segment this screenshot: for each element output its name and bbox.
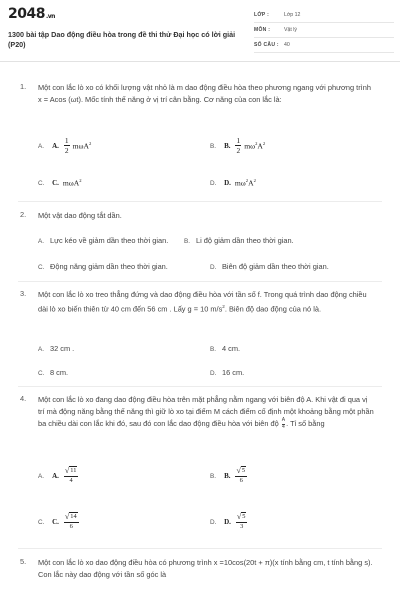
fraction-denominator: 4 (69, 477, 73, 484)
document-meta (254, 8, 394, 53)
formula-expr: A (257, 141, 263, 151)
formula-label: D. (224, 517, 231, 526)
option-letter: D. (210, 370, 217, 377)
formula-label: C. (52, 517, 59, 526)
option-letter: C. (38, 370, 45, 377)
unit-exponent: 2 (222, 304, 225, 310)
meta-value: Vật lý (284, 27, 297, 33)
meta-row-count (254, 38, 394, 53)
meta-label: LỚP : (254, 12, 270, 18)
option-text: Động năng giảm dần theo thời gian. (50, 262, 168, 271)
question-text-part: . Biên độ dao động của nó là. (224, 304, 321, 314)
formula-exponent: 2 (88, 140, 92, 146)
option-1d[interactable] (210, 178, 256, 188)
formula-label: D. (224, 179, 231, 187)
sqrt-symbol: √ 14 (64, 512, 77, 521)
formula-expr: mω (244, 141, 256, 151)
formula-exponent: 2 (253, 178, 256, 184)
inline-fraction (282, 418, 285, 430)
option-text: 32 cm . (50, 344, 75, 353)
radicand: 11 (70, 467, 77, 474)
option-1c[interactable] (38, 178, 82, 188)
option-letter: C. (38, 518, 45, 526)
formula-label: C. (52, 179, 59, 187)
fraction-numerator (64, 512, 79, 523)
option-letter: C. (38, 180, 45, 187)
fraction-denominator: 4 (282, 423, 285, 430)
fraction (64, 466, 79, 485)
option-letter: A. (38, 238, 45, 245)
formula-exponent: 2 (79, 178, 82, 184)
meta-row-subject (254, 23, 394, 38)
logo-suffix: .vn (45, 13, 55, 20)
option-formula (52, 178, 82, 188)
option-text: Lực kéo về giảm dần theo thời gian. (50, 236, 169, 245)
meta-label: MÔN : (254, 27, 271, 33)
option-3b[interactable] (210, 344, 240, 353)
option-3c[interactable] (38, 368, 68, 377)
question-number: 3. (20, 289, 27, 298)
option-4a[interactable] (38, 466, 79, 485)
fraction-numerator: A (281, 417, 286, 424)
formula-exponent: 2 (262, 140, 266, 146)
meta-row-class (254, 8, 394, 23)
logo-text: 2048 (8, 6, 45, 22)
option-4d[interactable] (210, 512, 248, 531)
option-text: 8 cm. (50, 368, 69, 377)
fraction (64, 136, 70, 155)
fraction-numerator (236, 512, 248, 523)
question-divider (18, 548, 382, 549)
option-text: Li độ giảm dần theo thời gian. (196, 236, 294, 245)
question-text-part: Một con lắc lò xo đang dao động điều hòa trên mặt phẳng nằm ngang với biên độ A. Khi vật đi qua vị trí mà động năng bằng thế năng thì giữ lò xo tại điểm M cách điểm cố định một khoảng bằng một phần ba chiều dài con lắc khi đó, sau đó con lắc dao động điều hòa với biên độ (38, 395, 374, 429)
question-number: 1. (20, 82, 27, 91)
meta-value: 40 (284, 42, 290, 48)
question-text-part: . Tỉ số bằng (286, 419, 325, 429)
fraction (64, 512, 79, 531)
document-header (0, 0, 400, 62)
option-text: 16 cm. (222, 368, 245, 377)
question-text: Một con lắc lò xo dao động điều hòa có phương trình x =10cos(20t + π)(x tính bằng cm, t tính bằng s). Con lắc này dao động với tần số góc là (38, 558, 373, 580)
option-letter: B. (184, 238, 191, 245)
fraction-numerator: 1 (64, 136, 69, 145)
question-divider (18, 386, 382, 387)
question-number: 2. (20, 210, 27, 219)
option-1a[interactable] (38, 136, 91, 155)
fraction-denominator: 6 (69, 523, 73, 530)
fraction-denominator: 2 (64, 146, 69, 155)
option-1b[interactable] (210, 136, 265, 155)
question-divider (18, 281, 382, 282)
sqrt-symbol: √ 11 (64, 466, 77, 475)
option-2b[interactable] (184, 236, 294, 245)
question-text: Một con lắc lò xo có khối lượng vật nhỏ là m dao động điều hòa theo phương ngang với phương trình x = Acos (ωt). Mốc tính thế năng ở vị trí cân bằng. Cơ năng của con lắc là: (38, 83, 371, 105)
radicand: 14 (70, 513, 77, 520)
radicand: 5 (241, 467, 246, 474)
option-3a[interactable] (38, 344, 74, 353)
option-2c[interactable] (38, 262, 168, 271)
formula-label: B. (224, 141, 231, 150)
site-logo[interactable] (8, 6, 55, 22)
option-3d[interactable] (210, 368, 244, 377)
option-4c[interactable] (38, 512, 80, 531)
radicand: 5 (242, 513, 246, 520)
option-letter: A. (38, 472, 45, 480)
fraction (235, 136, 241, 155)
formula-exponent: 2 (255, 140, 258, 146)
document-title: 1300 bài tập Dao động điều hòa trong đề thi thử Đại học có lời giải (P20) (8, 30, 236, 49)
question-divider (18, 201, 382, 202)
formula-label: A. (52, 141, 59, 150)
formula-expr: A (248, 178, 254, 188)
formula-expr: mω (234, 178, 246, 188)
option-letter: D. (210, 518, 217, 526)
fraction-numerator (64, 466, 79, 477)
formula-label: B. (224, 471, 231, 480)
meta-label: SỐ CÂU : (254, 42, 279, 48)
formula-label: A. (52, 471, 59, 480)
fraction-numerator: 1 (236, 136, 241, 145)
question-text-part: Một con lắc lò xo treo thẳng đứng và dao động điều hòa với tần số f. Trong quá trình dao động chiều dài lò xo biến thiên từ 40 cm đến 56 cm . Lấy g = 10 m/s (38, 290, 367, 314)
fraction-numerator (235, 466, 247, 477)
formula-expr: mωA (62, 178, 80, 188)
sqrt-symbol: √ 5 (236, 512, 246, 521)
option-2d[interactable] (210, 262, 329, 271)
option-letter: D. (210, 180, 217, 187)
question-number: 4. (20, 394, 27, 403)
option-letter: A. (38, 346, 45, 353)
option-4b[interactable] (210, 466, 248, 485)
option-letter: B. (210, 346, 217, 353)
formula-exponent: 2 (245, 178, 249, 184)
formula-expr: mωA (72, 141, 89, 151)
option-letter: C. (38, 264, 45, 271)
option-letter: A. (38, 142, 45, 150)
fraction-denominator: 3 (240, 523, 244, 530)
fraction (235, 466, 247, 485)
option-formula (224, 178, 256, 188)
meta-value: Lớp 12 (284, 12, 301, 18)
option-text: 4 cm. (222, 344, 241, 353)
option-2a[interactable] (38, 236, 168, 245)
fraction-denominator: 6 (239, 477, 243, 484)
option-letter: B. (210, 142, 217, 150)
sqrt-symbol: √ 5 (236, 466, 246, 475)
option-formula (52, 466, 79, 485)
option-formula (224, 136, 265, 155)
option-letter: B. (210, 472, 217, 480)
fraction (236, 512, 248, 531)
fraction-denominator: 2 (236, 146, 241, 155)
question-text (38, 394, 374, 431)
option-text: Biên độ giảm dần theo thời gian. (222, 262, 329, 271)
option-letter: D. (210, 264, 217, 271)
question-number: 5. (20, 557, 27, 566)
option-formula (52, 512, 80, 531)
option-formula (224, 512, 248, 531)
question-text (38, 289, 374, 316)
question-text: Một vật dao động tắt dần. (38, 211, 122, 220)
option-formula (52, 136, 91, 155)
option-formula (224, 466, 248, 485)
